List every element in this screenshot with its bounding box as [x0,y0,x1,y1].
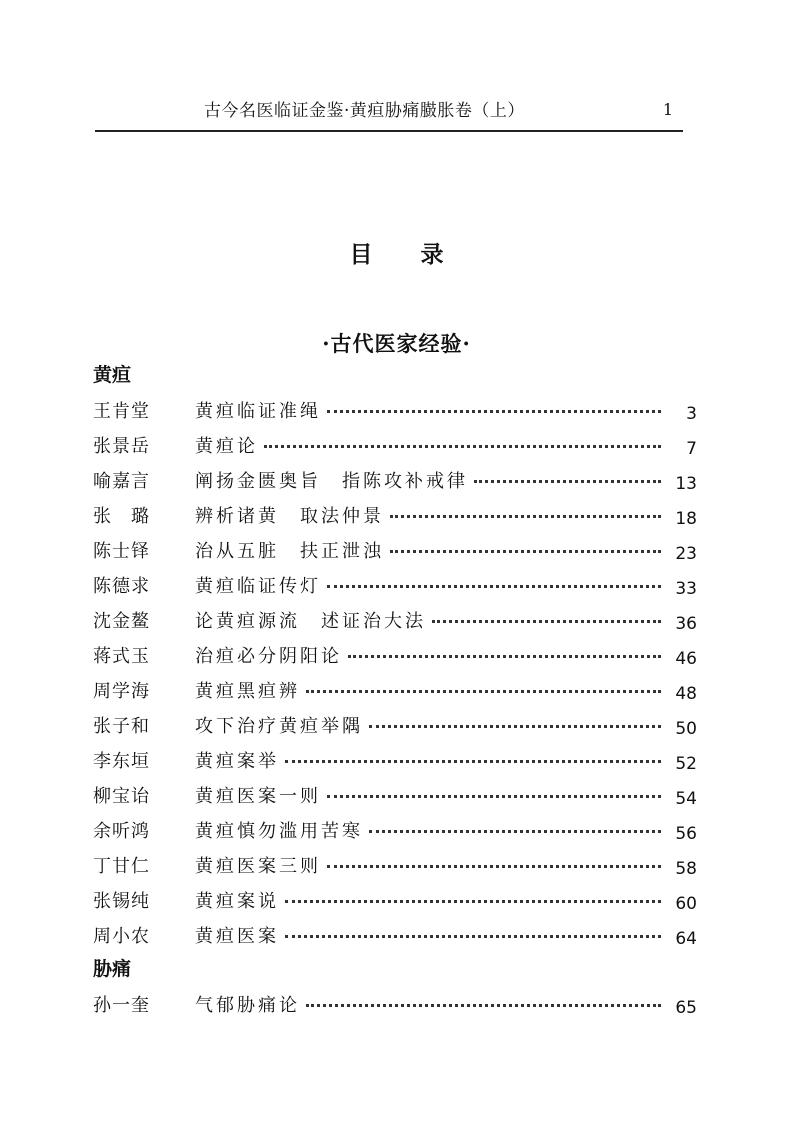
entry-page-number: 64 [675,928,697,949]
entry-title: 辨析诸黄 取法仲景 [195,505,384,527]
book-title: 古今名医临证金鉴·黄疸胁痛臌胀卷（上） [204,101,525,121]
dot-leader [390,515,661,518]
dot-leader [390,550,661,553]
dot-leader [327,410,661,413]
dot-leader [306,690,661,693]
entry-title: 黄疸临证传灯 [195,575,321,597]
page-number: 1 [662,100,673,119]
entry-author: 周学海 [93,680,150,702]
toc-entry[interactable] [93,427,697,462]
entry-author: 张景岳 [93,435,150,457]
toc-entry[interactable] [93,637,697,672]
toc-entry[interactable] [93,707,697,742]
category-heading: 黄疸 [93,364,132,386]
toc-entry[interactable] [93,392,697,427]
dot-leader [306,1004,661,1007]
toc-entry[interactable] [93,917,697,952]
entry-page-number: 48 [675,683,697,704]
entry-title: 黄疸慎勿滥用苦寒 [195,820,363,842]
entry-title: 黄疸临证准绳 [195,400,321,422]
entry-author: 余听鸿 [93,820,150,842]
entry-author: 丁甘仁 [93,855,150,877]
toc-entry[interactable] [93,986,697,1021]
toc-entry[interactable] [93,847,697,882]
entry-title: 黄疸黑疸辨 [195,680,300,702]
dot-leader [285,900,661,903]
toc-entry[interactable] [93,672,697,707]
dot-leader [369,725,661,728]
entry-author: 张锡纯 [93,890,150,912]
dot-leader [369,830,661,833]
entry-page-number: 46 [675,648,697,669]
running-header [95,96,683,132]
entry-page-number: 36 [675,613,697,634]
entry-title: 气郁胁痛论 [195,994,300,1016]
toc-entry[interactable] [93,742,697,777]
toc-entry[interactable] [93,567,697,602]
entry-author: 陈德求 [93,575,150,597]
toc-heading: 目录 [349,242,492,268]
entry-title: 黄疸医案 [195,925,279,947]
toc-entry[interactable] [93,812,697,847]
entry-author: 柳宝诒 [93,785,150,807]
entry-author: 孙一奎 [93,994,150,1016]
entry-title: 黄疸医案三则 [195,855,321,877]
toc-entry[interactable] [93,882,697,917]
entry-page-number: 54 [675,788,697,809]
entry-author: 喻嘉言 [93,470,150,492]
table-of-contents [93,358,697,1021]
entry-page-number: 13 [675,473,697,494]
dot-leader [327,795,661,798]
entry-page-number: 60 [675,893,697,914]
entry-page-number: 23 [675,543,697,564]
toc-entry[interactable] [93,777,697,812]
entry-author: 陈士铎 [93,540,150,562]
toc-entry[interactable] [93,602,697,637]
entry-title: 治疸必分阴阳论 [195,645,342,667]
entry-author: 李东垣 [93,750,150,772]
entry-author: 张子和 [93,715,150,737]
toc-entry[interactable] [93,532,697,567]
dot-leader [327,865,661,868]
entry-page-number: 7 [686,438,697,459]
entry-title: 攻下治疗黄疸举隅 [195,715,363,737]
entry-page-number: 56 [675,823,697,844]
entry-author: 周小农 [93,925,150,947]
entry-title: 黄疸论 [195,435,258,457]
category-heading: 胁痛 [93,958,132,980]
dot-leader [285,760,661,763]
section-heading: ·古代医家经验· [322,331,471,356]
entry-page-number: 50 [675,718,697,739]
entry-title: 黄疸案举 [195,750,279,772]
entry-author: 王肯堂 [93,400,150,422]
entry-page-number: 33 [675,578,697,599]
dot-leader [285,935,661,938]
entry-title: 治从五脏 扶正泄浊 [195,540,384,562]
entry-title: 论黄疸源流 述证治大法 [195,610,426,632]
entry-page-number: 3 [686,403,697,424]
entry-title: 黄疸医案一则 [195,785,321,807]
entry-title: 阐扬金匮奥旨 指陈攻补戒律 [195,470,468,492]
entry-page-number: 65 [675,997,697,1018]
entry-page-number: 58 [675,858,697,879]
dot-leader [348,655,661,658]
dot-leader [327,585,661,588]
dot-leader [264,445,661,448]
dot-leader [474,480,661,483]
entry-author: 蒋式玉 [93,645,150,667]
entry-page-number: 52 [675,753,697,774]
entry-author: 张 璐 [93,505,150,527]
entry-title: 黄疸案说 [195,890,279,912]
dot-leader [432,620,661,623]
entry-page-number: 18 [675,508,697,529]
toc-entry[interactable] [93,497,697,532]
entry-author: 沈金鳌 [93,610,150,632]
toc-entry[interactable] [93,462,697,497]
